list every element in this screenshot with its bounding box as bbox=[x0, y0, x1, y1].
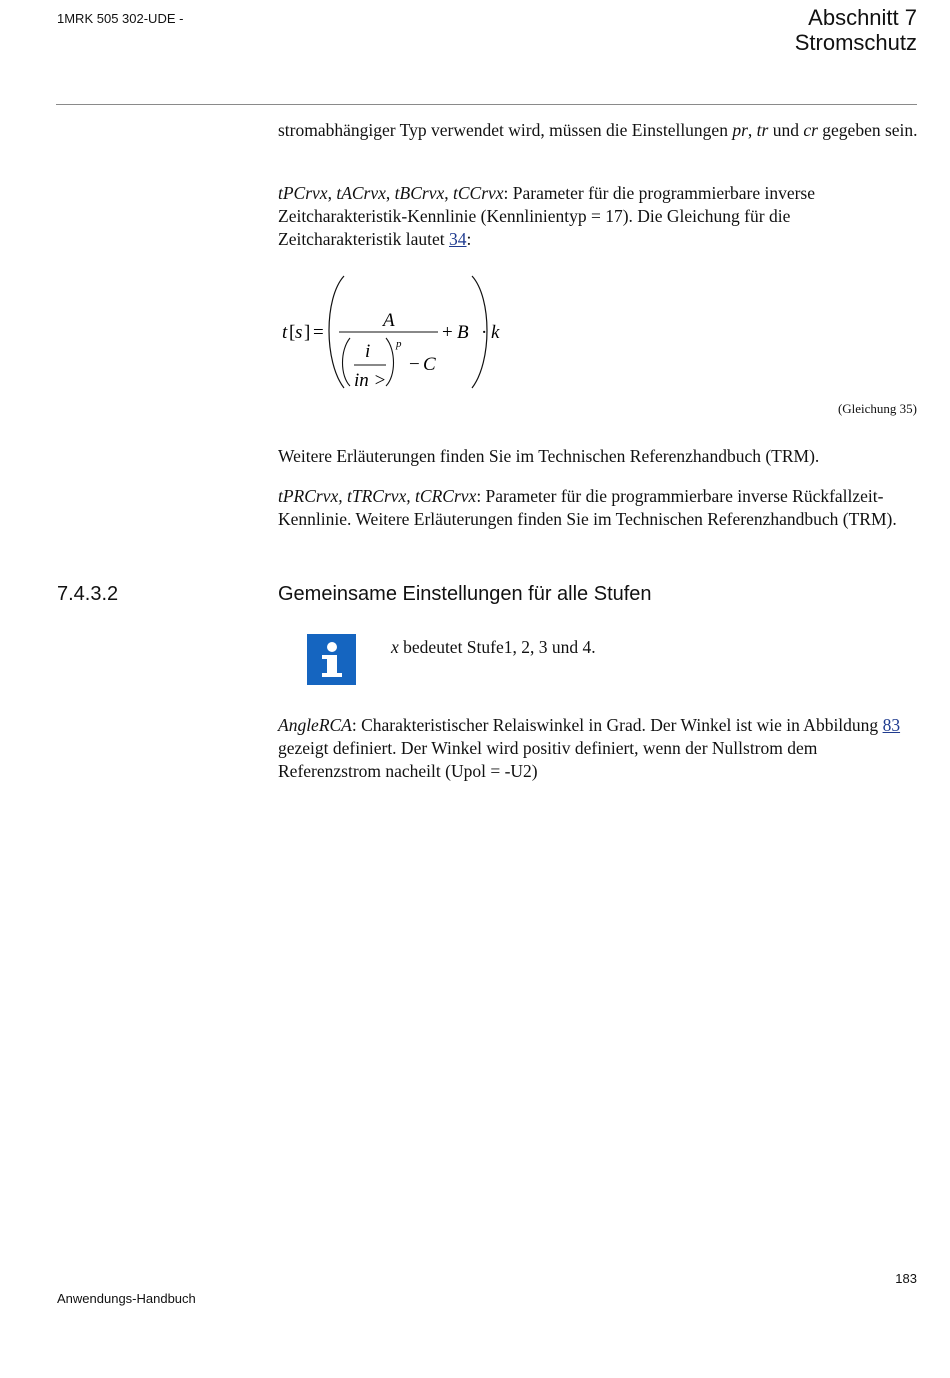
text: , bbox=[444, 183, 453, 203]
info-icon bbox=[307, 634, 356, 685]
param-tpcrvx: tPCrvx bbox=[278, 183, 328, 203]
param-pr: pr bbox=[732, 120, 748, 140]
eq-minus: − bbox=[409, 354, 420, 375]
eq-exponent-p: p bbox=[396, 338, 402, 350]
note-text bbox=[391, 636, 596, 659]
section-title: Gemeinsame Einstellungen für alle Stufen bbox=[278, 583, 652, 605]
param-anglerca: AngleRCA bbox=[278, 715, 352, 735]
param-tr: tr bbox=[756, 120, 769, 140]
section-number: 7.4.3.2 bbox=[57, 583, 119, 605]
note-variable-x: x bbox=[391, 637, 399, 657]
eq-c: C bbox=[423, 354, 436, 375]
text: : Parameter für die programmierbare inverse Zeitcharakteristik-Kennlinie (Kennlinientyp = 17). Die Gleichung für die Zeitcharakteristik lautet bbox=[278, 183, 816, 249]
eq-i: i bbox=[365, 341, 371, 362]
paragraph-curve-settings bbox=[278, 119, 918, 142]
eq-equals: = bbox=[313, 322, 324, 343]
small-paren-left bbox=[343, 338, 351, 386]
eq-s: s bbox=[295, 322, 303, 343]
eq-bracket-left: [ bbox=[289, 322, 296, 343]
text: , bbox=[327, 183, 337, 203]
eq-plus: + bbox=[442, 322, 453, 343]
document-id: 1MRK 505 302-UDE - bbox=[57, 11, 184, 26]
text: und bbox=[768, 120, 804, 140]
eq-t: t bbox=[282, 322, 288, 343]
eq-in: in > bbox=[354, 370, 387, 391]
text: : Charakteristischer Relaiswinkel in Grad. Der Winkel ist wie in Abbildung bbox=[351, 715, 883, 735]
equation-link-34[interactable]: 34 bbox=[449, 229, 467, 249]
eq-b: B bbox=[457, 322, 469, 343]
text: : bbox=[466, 229, 472, 249]
text: gezeigt definiert. Der Winkel wird positiv definiert, wenn der Nullstrom dem Referenzstrom nacheilt (Upol = -U2) bbox=[278, 738, 818, 781]
eq-bracket-right: ] bbox=[304, 322, 311, 343]
param-tacrvx: tACrvx bbox=[336, 183, 386, 203]
header-divider bbox=[56, 104, 917, 105]
section-label: Abschnitt 7 bbox=[808, 5, 917, 30]
page-number: 183 bbox=[895, 1271, 917, 1286]
text: bedeutet Stufe1, 2, 3 und 4. bbox=[398, 637, 596, 657]
eq-dot: · bbox=[481, 322, 488, 343]
paragraph-trm-reference: Weitere Erläuterungen finden Sie im Technischen Referenzhandbuch (TRM). bbox=[278, 446, 820, 466]
paragraph-programmable-curve bbox=[278, 182, 918, 251]
small-paren-right bbox=[386, 338, 394, 386]
eq-numerator-a: A bbox=[383, 310, 395, 331]
equation-label: (Gleichung 35) bbox=[837, 401, 917, 416]
eq-k: k bbox=[491, 322, 500, 343]
text: , bbox=[385, 183, 395, 203]
paragraph-anglerca bbox=[278, 714, 918, 783]
equation-graphic bbox=[276, 270, 516, 395]
text: : Parameter für die programmierbare inverse Rückfallzeit-Kennlinie. Weitere Erläuterungen finden Sie im Technischen Referenzhandbuch (TRM). bbox=[278, 486, 897, 529]
param-tbcrvx: tBCrvx bbox=[394, 183, 445, 203]
manual-name: Anwendungs-Handbuch bbox=[57, 1291, 196, 1306]
text: stromabhängiger Typ verwendet wird, müssen die Einstellungen bbox=[278, 120, 733, 140]
running-header bbox=[795, 5, 917, 55]
figure-link-83[interactable]: 83 bbox=[882, 715, 901, 735]
param-reset-curves: tPRCrvx, tTRCrvx, tCRCrvx bbox=[278, 486, 477, 506]
chapter-label: Stromschutz bbox=[794, 30, 917, 55]
text: gegeben sein. bbox=[817, 120, 918, 140]
param-cr: cr bbox=[803, 120, 818, 140]
paragraph-reset-curve bbox=[278, 485, 918, 531]
param-tccrvx: tCCrvx bbox=[452, 183, 504, 203]
text: , bbox=[747, 120, 757, 140]
equation-35 bbox=[276, 270, 516, 395]
